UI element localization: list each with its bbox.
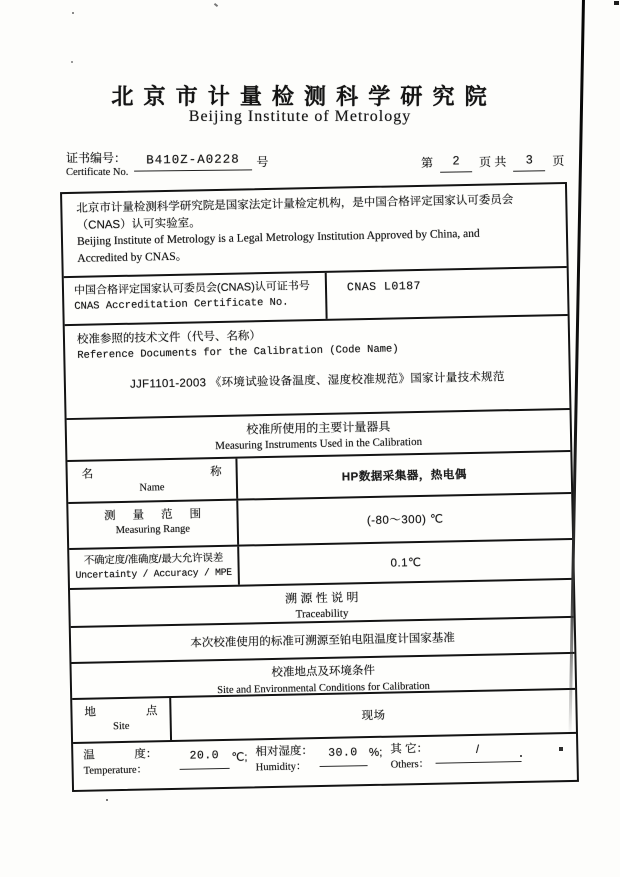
temperature-value: 20.0 <box>179 746 229 770</box>
measuring-range-label-en: Measuring Range <box>115 523 191 537</box>
temperature-label-cn <box>83 747 157 764</box>
scan-speck-artifact <box>72 12 74 14</box>
pagination-prefix: 第 <box>420 155 433 171</box>
institution-statement-cn-line1: 北京市计量检测科学研究院是国家法定计量检定机构，是中国合格评定国家认可委员会 <box>76 194 514 215</box>
reference-documents-cell <box>65 316 570 420</box>
humidity-label <box>255 744 313 775</box>
instrument-name-label-en: Name <box>139 482 165 494</box>
pagination-suffix: 页 <box>551 153 565 169</box>
instrument-name-label-cn-char2: 称 <box>210 465 222 479</box>
institution-statement-en-line1: Beijing Institute of Metrology is a Legal Metrology Institution Approved by China, and <box>76 228 480 249</box>
institution-statement-cell <box>62 184 567 278</box>
humidity-value: 30.0 <box>319 743 367 767</box>
humidity-unit: %; <box>368 746 383 760</box>
site-label-cn-char1: 地 <box>84 706 97 719</box>
uncertainty-label-cell <box>69 547 240 588</box>
pagination-infix: 页 共 <box>478 154 507 170</box>
site-label-en: Site <box>112 720 130 733</box>
instrument-name-label-cn <box>68 464 236 483</box>
uncertainty-label-en: Uncertainty / Accuracy / MPE <box>75 566 232 581</box>
site-value: 现场 <box>361 709 386 723</box>
measuring-range-value: (-80～300) ℃ <box>366 513 444 528</box>
others-label-en: Others： <box>390 758 430 771</box>
certificate-number-row <box>66 151 566 179</box>
certificate-table <box>60 182 579 792</box>
others-label-cn: 其 它： <box>390 742 429 756</box>
site-header-cn: 校准地点及环境条件 <box>271 664 376 680</box>
scan-speck-artifact <box>520 755 522 757</box>
scan-speck-artifact <box>106 799 108 801</box>
instrument-name-value: HP数据采集器，热电偶 <box>341 469 467 484</box>
scan-edge-line-artifact <box>568 0 585 738</box>
traceability-header-cn: 溯 源 性 说 明 <box>284 590 359 606</box>
cnas-label-cn: 中国合格评定国家认可委员会(CNAS)认可证书号 <box>73 280 310 297</box>
traceability-statement: 本次校准使用的标准可溯源至铂电阻温度计国家基准 <box>190 632 455 650</box>
reference-label-cn: 校准参照的技术文件（代号、名称） <box>76 330 262 346</box>
others-value: / <box>435 740 521 764</box>
temperature-label-cn-char2: 度： <box>134 748 158 761</box>
institute-title-en: Beijing Institute of Metrology <box>188 108 412 125</box>
site-label-cn <box>72 703 169 721</box>
pagination-total-pages: 3 <box>513 152 545 171</box>
pagination <box>418 150 566 173</box>
instruments-header-cn: 校准所使用的主要计量器具 <box>246 419 391 437</box>
cnas-label-cell <box>64 273 328 324</box>
scan-speck-artifact <box>71 61 73 63</box>
instruments-header-en: Measuring Instruments Used in the Calibration <box>215 436 423 453</box>
cnas-label-en: CNAS Accreditation Certificate No. <box>74 296 289 313</box>
certificate-no-label-en: Certificate No. <box>66 167 129 178</box>
measuring-range-label-cn: 测 量 范 围 <box>103 508 209 523</box>
measuring-range-label-cell <box>68 501 239 548</box>
instrument-name-label-cell <box>67 459 238 502</box>
environment-conditions-row <box>73 734 577 790</box>
humidity-label-en: Humidity： <box>255 760 307 773</box>
certificate-no-label <box>66 151 128 179</box>
certificate-no-label-cn: 证书编号： <box>66 151 127 165</box>
instrument-name-label-cn-char1: 名 <box>81 468 94 481</box>
temperature-label <box>83 747 176 779</box>
scan-speck-artifact <box>214 3 218 7</box>
institution-statement-cn-line2: （CNAS）认可实验室。 <box>76 217 201 232</box>
institution-statement-en-line2: Accredited by CNAS。 <box>77 250 188 265</box>
uncertainty-value: 0.1℃ <box>390 556 422 570</box>
temperature-unit: ℃; <box>231 751 248 764</box>
reference-label-en: Reference Documents for the Calibration (Code Name) <box>77 343 399 363</box>
temperature-label-cn-char1: 温 <box>83 749 95 762</box>
site-label-cell <box>72 698 172 742</box>
temperature-label-en: Temperature： <box>83 764 148 777</box>
site-label-cn-char2: 点 <box>145 705 158 718</box>
others-label <box>390 742 429 772</box>
site-header-en: Site and Environmental Conditions for Calibration <box>217 680 430 696</box>
reference-document-value: JJF1101-2003 《环境试验设备温度、湿度校准规范》国家计量技术规范 <box>129 371 505 391</box>
pagination-current-page: 2 <box>440 153 472 172</box>
cnas-value-cell: CNAS L0187 <box>346 279 422 295</box>
certificate-no-suffix: 号 <box>256 155 269 169</box>
certificate-no-value: B410Z-A0228 <box>134 152 252 171</box>
scan-speck-artifact <box>559 747 563 751</box>
institute-title-cn: 北 京 市 计 量 检 测 科 学 研 究 院 <box>111 84 489 109</box>
uncertainty-label-cn: 不确定度/准确度/最大允许误差 <box>83 551 224 567</box>
humidity-label-cn: 相对湿度： <box>255 745 314 759</box>
traceability-header-en: Traceability <box>295 607 349 621</box>
scan-speck-artifact <box>614 1 619 5</box>
